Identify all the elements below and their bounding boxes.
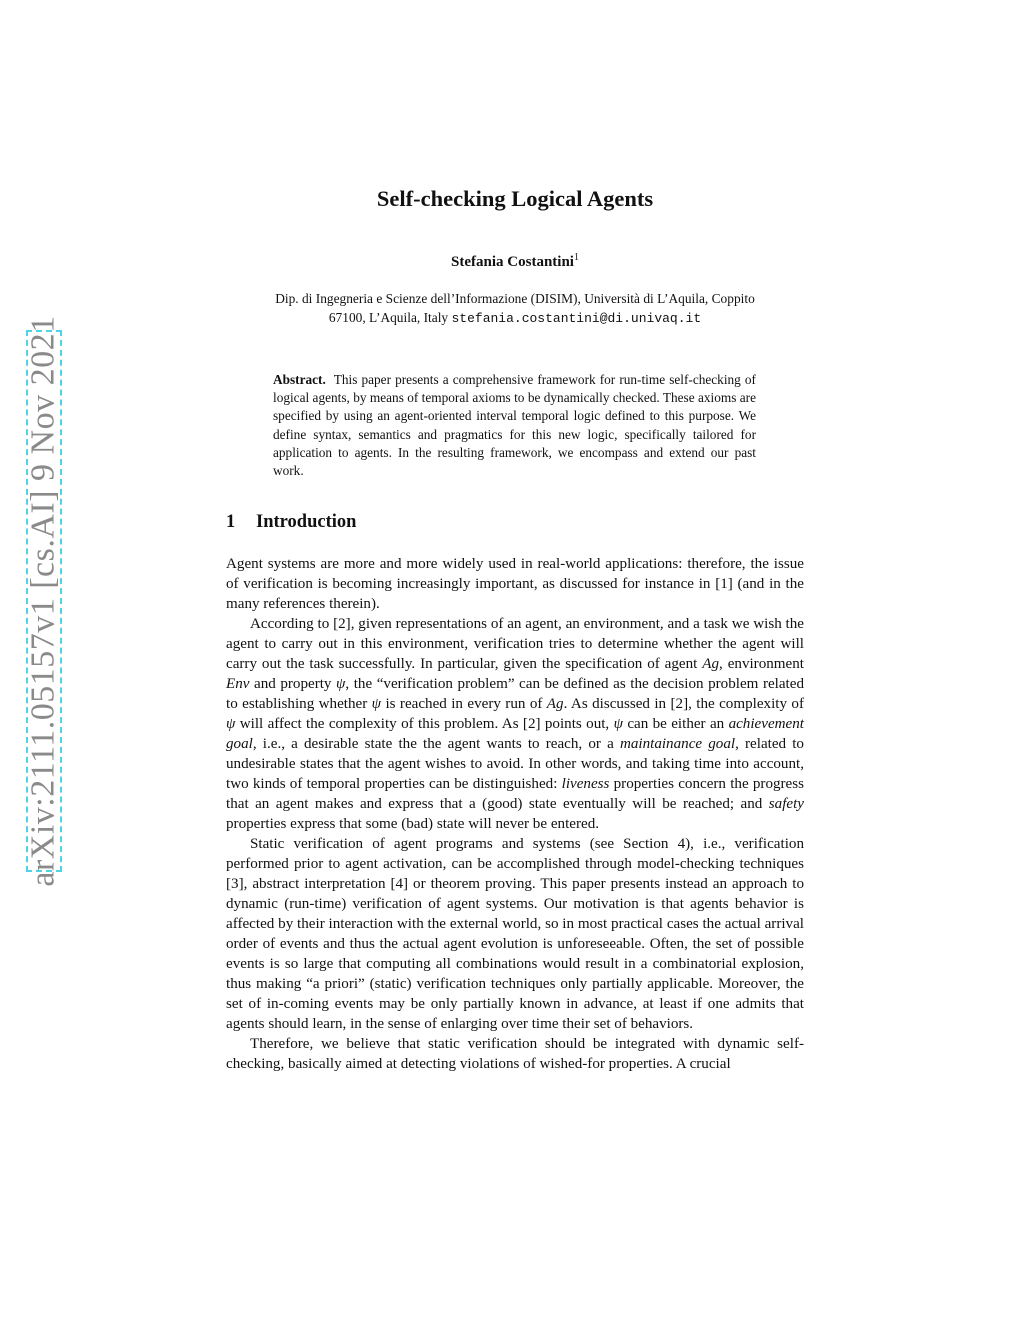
abstract-label: Abstract. xyxy=(273,372,326,387)
math-env: Env xyxy=(226,676,250,692)
math-psi: ψ xyxy=(226,716,236,732)
paragraph-3: Static verification of agent programs and systems (see Section 4), i.e., verification performed prior to agent activation, can be accomplished through model-checking techniques [3], abstract interpretation [4] or theorem proving. This paper presents instead an approach to dynamic (run-time) verification of agent systems. Our motivation is that agents behavior is affected by their interaction with the external world, so in most practical cases the actual arrival order of events and thus the actual agent evolution is unforeseeable. Often, the set of possible events is so large that computing all combinations would result in a combinatorial explosion, thus making “a priori” (static) verification techniques only partially applicable. Moreover, the set of in-coming events may be only partially known in advance, at least if one admits that agents should learn, in the sense of enlarging over time their set of behaviors. xyxy=(226,836,804,1032)
math-psi: ψ xyxy=(613,716,623,732)
math-ag: Ag xyxy=(546,696,564,712)
author-affiliation-mark: 1 xyxy=(573,252,579,263)
paper-title: Self-checking Logical Agents xyxy=(376,186,654,211)
math-ag: Ag xyxy=(702,656,720,672)
term-achievement-goal: achievement goal xyxy=(226,716,804,752)
paragraph-2: According to [2], given representations of an agent, an environment, and a task we wish the agent to carry out in this environment, verification tries to determine whether the agent will carry out the task successfully. In particular, given the specification of agent Ag, environment Env and property ψ, the “verification problem” can be defined as the decision problem related to establishing whether ψ is reached in every run of Ag. As discussed in [2], the complexity of ψ will affect the complexity of this problem. As [2] points out, ψ can be either an achievement goal, i.e., a desirable state the the agent wants to reach, or a maintainance goal, related to undesirable states that the agent wishes to avoid. In other words, and taking time into account, two kinds of temporal properties can be distinguished: liveness properties concern the progress that an agent makes and express that a (good) state eventually will be reached; and safety properties express that some (bad) state will never be entered. xyxy=(226,616,805,832)
arxiv-identifier: arXiv:2111.05157v1 [cs.AI] 9 Nov 2021 xyxy=(25,315,63,887)
abstract-text: This paper presents a comprehensive framework for run-time self-checking of logical agents, by means of temporal axioms to be dynamically checked. These axioms are specified by using an agent-oriented interval temporal logic defined to this purpose. We define syntax, semantics and pragmatics for this new logic, specifically tailored for application to agents. In the resulting framework, we encompass and extend our past work. xyxy=(273,372,756,479)
term-liveness: liveness xyxy=(561,776,610,792)
arxiv-side-stamp xyxy=(25,315,63,887)
term-maintainance-goal: maintainance goal xyxy=(619,736,736,752)
section-title: Introduction xyxy=(256,512,357,532)
author-email: stefania.costantini@di.univaq.it xyxy=(451,311,702,326)
math-psi: ψ xyxy=(336,676,346,692)
section-number: 1 xyxy=(226,512,236,532)
body-text xyxy=(226,554,804,1074)
author-name: Stefania Costantini xyxy=(451,254,574,270)
affiliation-line-2 xyxy=(226,308,804,328)
section-heading xyxy=(226,512,356,533)
term-safety: safety xyxy=(768,796,804,812)
affiliation-address: 67100, L’Aquila, Italy xyxy=(328,310,449,325)
math-psi: ψ xyxy=(371,696,382,712)
paragraph-1: Agent systems are more and more widely used in real-world applications: therefore, the issue of verification is becoming increasingly important, as discussed for instance in [1] (and in the many references therein). xyxy=(226,556,804,612)
affiliation-line-1: Dip. di Ingegneria e Scienze dell’Informazione (DISIM), Università di L’Aquila, Coppito xyxy=(275,291,755,306)
author-line xyxy=(226,252,804,271)
affiliation xyxy=(226,289,804,328)
abstract xyxy=(273,371,756,480)
paragraph-4: Therefore, we believe that static verification should be integrated with dynamic self-checking, basically aimed at detecting violations of wished-for properties. A crucial xyxy=(226,1036,804,1072)
